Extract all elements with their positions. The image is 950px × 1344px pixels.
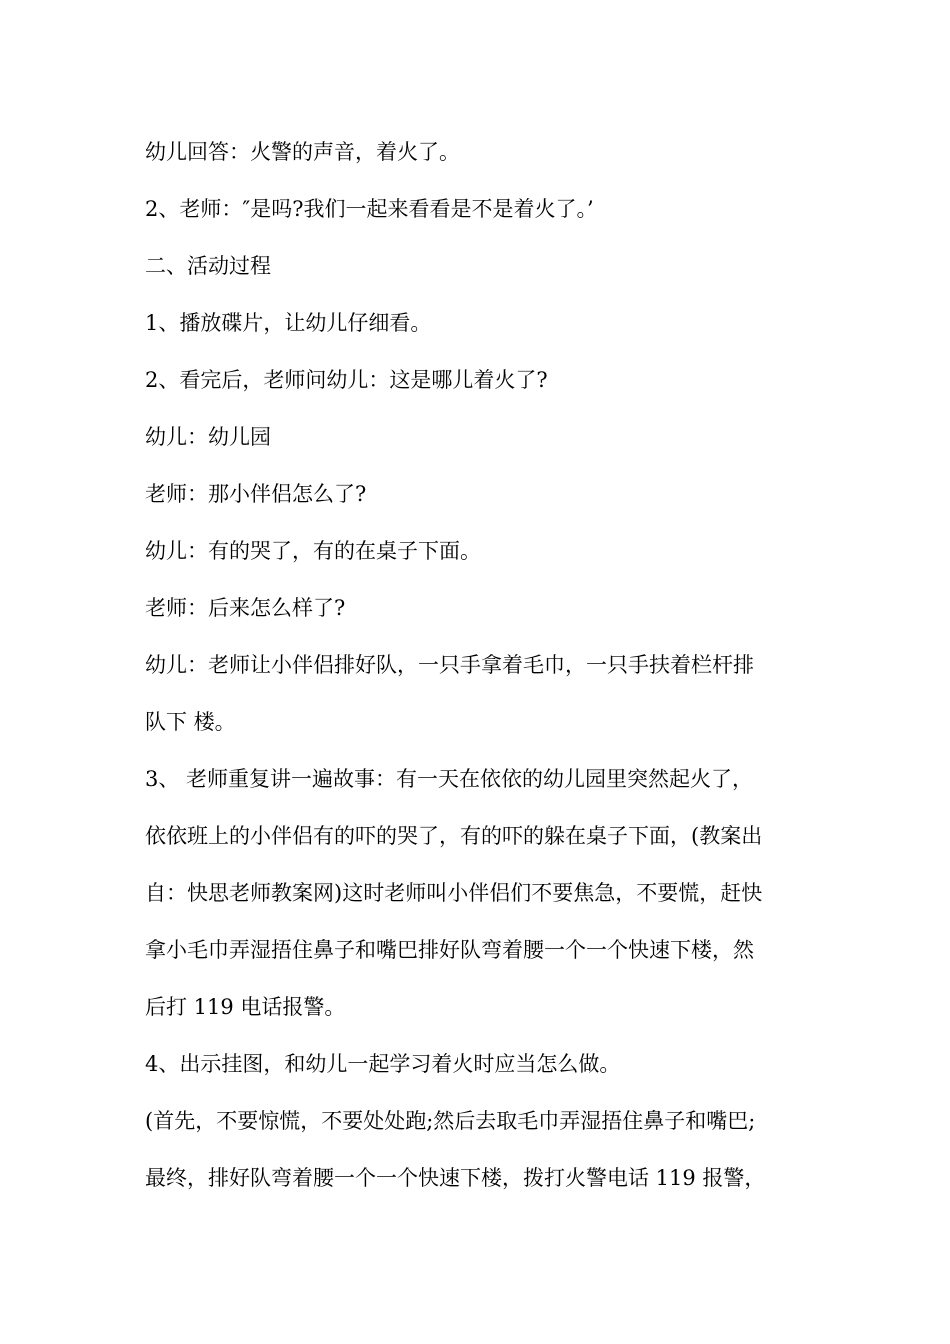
text-line: 幼儿：幼儿园	[145, 425, 271, 449]
text-line: 幼儿：老师让小伴侣排好队，一只手拿着毛巾，一只手扶着栏杆排	[145, 653, 754, 677]
text-line: 拿小毛巾弄湿捂住鼻子和嘴巴排好队弯着腰一个一个快速下楼，然	[145, 938, 754, 962]
text-line: 自：快思老师教案网)这时老师叫小伴侣们不要焦急，不要慌，赶快	[145, 881, 763, 905]
text-line: 3、 老师重复讲一遍故事：有一天在依依的幼儿园里突然起火了，	[145, 767, 754, 791]
text-line: 队下 楼。	[145, 710, 236, 734]
text-line: 1、播放碟片，让幼儿仔细看。	[145, 311, 432, 335]
text-line: 2、老师：″是吗?我们一起来看看是不是着火了。’	[145, 197, 594, 221]
text-line: 最终，排好队弯着腰一个一个快速下楼，拨打火警电话 119 报警，	[145, 1166, 766, 1190]
text-line: 后打 119 电话报警。	[145, 995, 346, 1019]
text-line: (首先，不要惊慌，不要处处跑;然后去取毛巾弄湿捂住鼻子和嘴巴;	[145, 1109, 756, 1133]
text-line: 依依班上的小伴侣有的吓的哭了，有的吓的躲在桌子下面，(教案出	[145, 824, 763, 848]
section-heading: 二、活动过程	[145, 254, 271, 278]
text-line: 老师：后来怎么样了?	[145, 596, 346, 620]
text-line: 4、出示挂图，和幼儿一起学习着火时应当怎么做。	[145, 1052, 621, 1076]
text-line: 幼儿：有的哭了，有的在桌子下面。	[145, 539, 481, 563]
text-line: 2、看完后，老师问幼儿：这是哪儿着火了?	[145, 368, 548, 392]
text-line: 幼儿回答：火警的声音，着火了。	[145, 140, 460, 164]
text-line: 老师：那小伴侣怎么了?	[145, 482, 367, 506]
